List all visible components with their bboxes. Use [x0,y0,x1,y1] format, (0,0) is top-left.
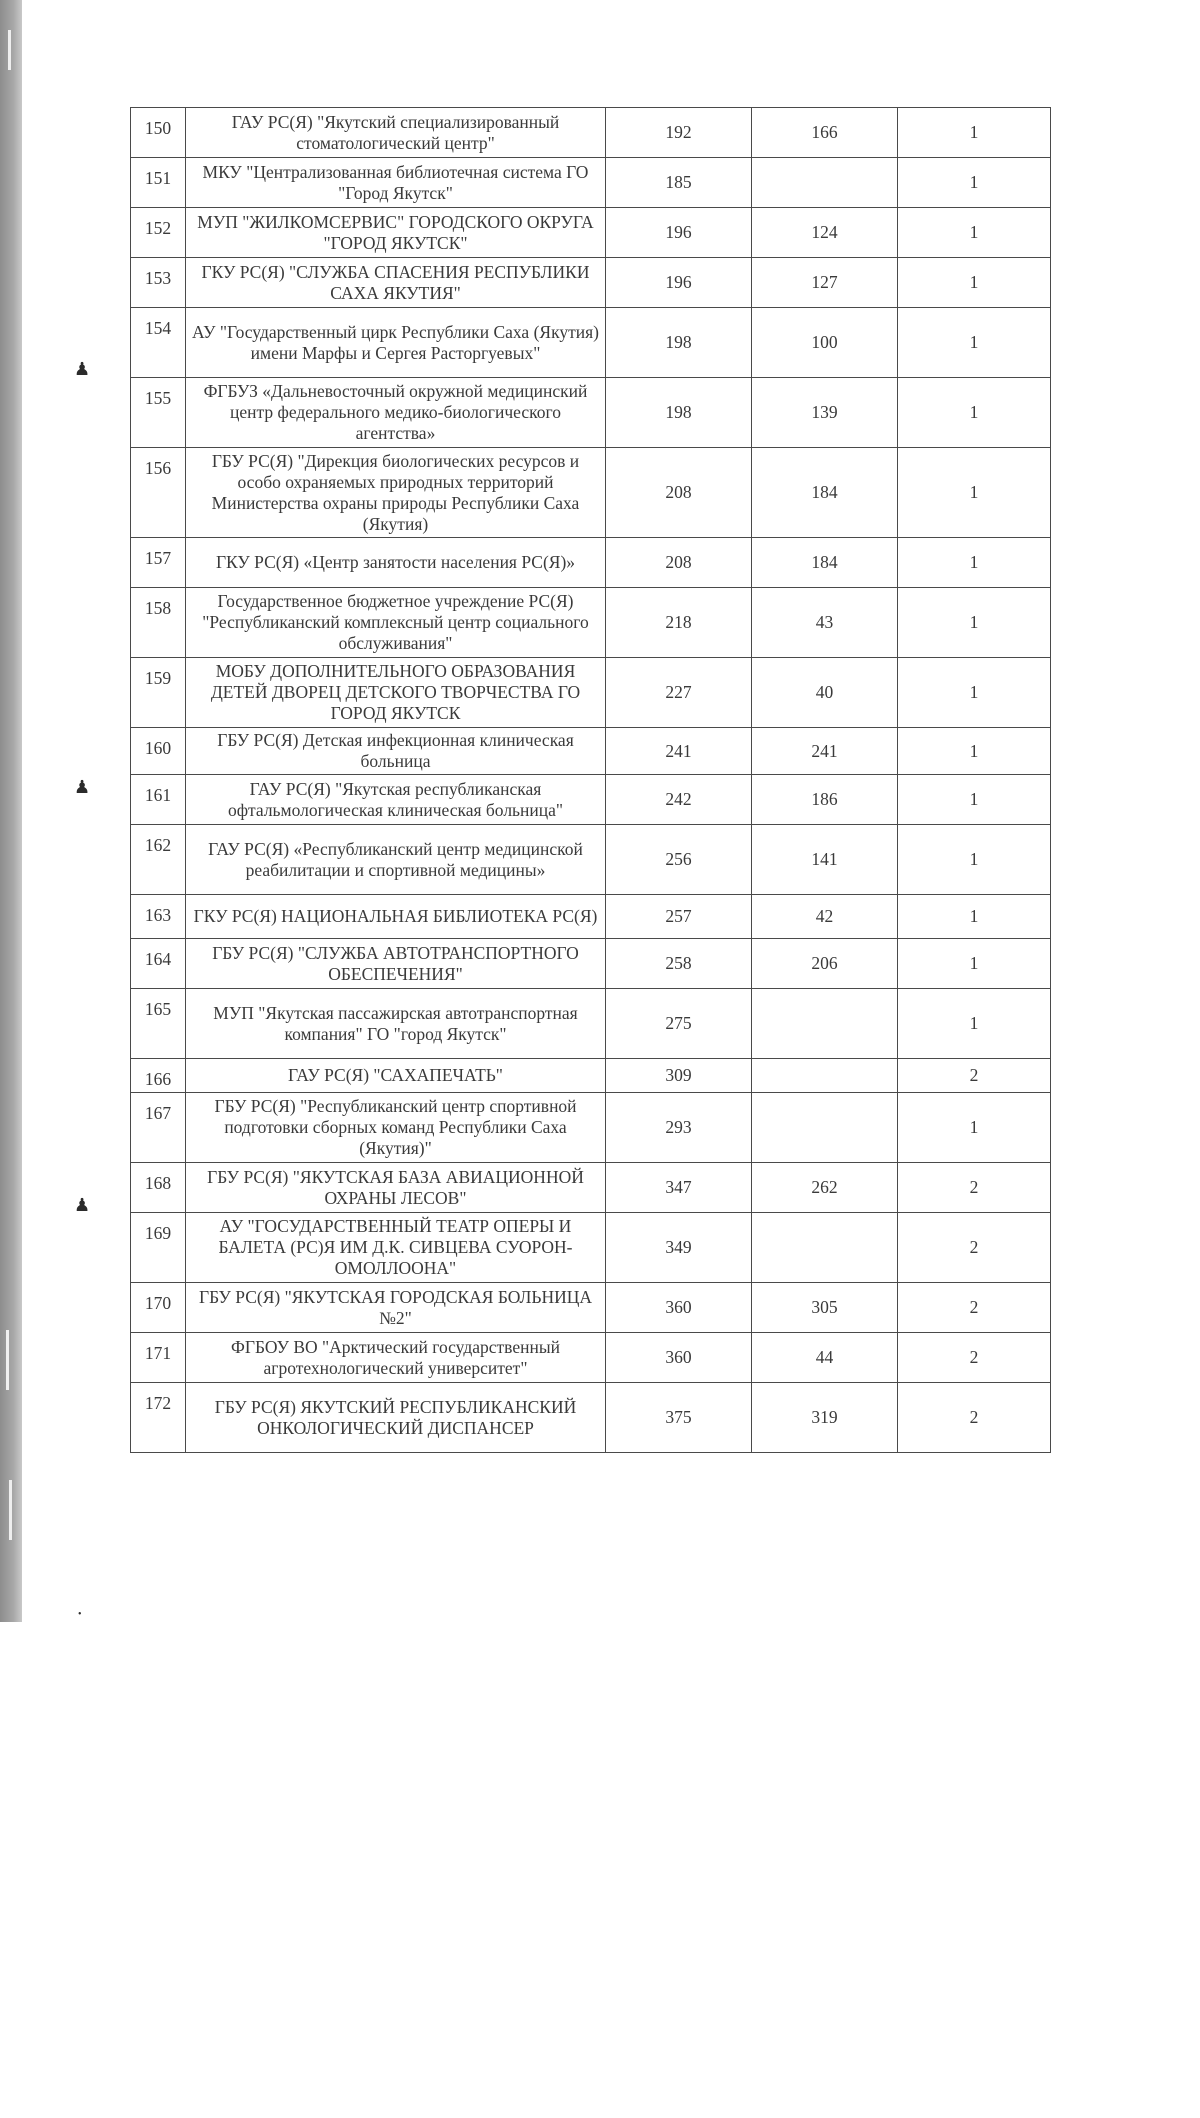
value-col-2: 305 [752,1283,898,1333]
row-number: 150 [131,108,186,158]
binder-hole-mark: ♟ [74,1195,91,1215]
organization-name: МУП "ЖИЛКОМСЕРВИС" ГОРОДСКОГО ОКРУГА "ГОРОД ЯКУТСК" [186,208,606,258]
value-col-1: 293 [606,1093,752,1163]
row-number: 168 [131,1163,186,1213]
table-row [131,308,1051,378]
value-col-1: 196 [606,258,752,308]
value-col-1: 347 [606,1163,752,1213]
row-number: 169 [131,1213,186,1283]
value-col-3: 1 [898,1093,1051,1163]
value-col-1: 196 [606,208,752,258]
scan-edge-mark [6,1330,9,1390]
value-col-1: 208 [606,448,752,538]
table-row [131,728,1051,775]
organization-name: ГАУ РС(Я) "САХАПЕЧАТЬ" [186,1059,606,1093]
organization-name: ГБУ РС(Я) "ЯКУТСКАЯ БАЗА АВИАЦИОННОЙ ОХРАНЫ ЛЕСОВ" [186,1163,606,1213]
value-col-3: 1 [898,895,1051,939]
table-row [131,895,1051,939]
row-number: 164 [131,939,186,989]
organization-name: ГБУ РС(Я) "Дирекция биологических ресурсов и особо охраняемых природных территорий Министерства охраны природы Республики Саха (Якутия) [186,448,606,538]
row-number: 152 [131,208,186,258]
organizations-table-body [131,108,1051,1453]
value-col-1: 375 [606,1383,752,1453]
value-col-3: 1 [898,658,1051,728]
value-col-3: 1 [898,825,1051,895]
value-col-2: 319 [752,1383,898,1453]
value-col-1: 275 [606,989,752,1059]
row-number: 151 [131,158,186,208]
value-col-2: 42 [752,895,898,939]
value-col-2 [752,1093,898,1163]
row-number: 160 [131,728,186,775]
value-col-3: 1 [898,448,1051,538]
organization-name: ГКУ РС(Я) НАЦИОНАЛЬНАЯ БИБЛИОТЕКА РС(Я) [186,895,606,939]
value-col-2 [752,1213,898,1283]
value-col-1: 208 [606,538,752,588]
row-number: 172 [131,1383,186,1453]
value-col-2: 100 [752,308,898,378]
value-col-3: 1 [898,538,1051,588]
row-number: 157 [131,538,186,588]
value-col-2 [752,989,898,1059]
value-col-2: 40 [752,658,898,728]
value-col-2: 139 [752,378,898,448]
row-number: 171 [131,1333,186,1383]
value-col-3: 2 [898,1333,1051,1383]
value-col-3: 2 [898,1163,1051,1213]
organization-name: ГБУ РС(Я) "Республиканский центр спортивной подготовки сборных команд Республики Саха (Якутия)" [186,1093,606,1163]
value-col-3: 2 [898,1059,1051,1093]
value-col-3: 2 [898,1383,1051,1453]
value-col-1: 256 [606,825,752,895]
row-number: 159 [131,658,186,728]
table-row [131,1213,1051,1283]
row-number: 161 [131,775,186,825]
value-col-1: 198 [606,308,752,378]
value-col-1: 192 [606,108,752,158]
row-number: 162 [131,825,186,895]
value-col-2: 43 [752,588,898,658]
value-col-2: 206 [752,939,898,989]
table-row [131,258,1051,308]
organization-name: АУ "ГОСУДАРСТВЕННЫЙ ТЕАТР ОПЕРЫ И БАЛЕТА (РС)Я ИМ Д.К. СИВЦЕВА СУОРОН-ОМОЛЛООНА" [186,1213,606,1283]
organization-name: ГАУ РС(Я) "Якутский специализированный стоматологический центр" [186,108,606,158]
row-number: 153 [131,258,186,308]
value-col-1: 360 [606,1333,752,1383]
value-col-3: 1 [898,308,1051,378]
row-number: 165 [131,989,186,1059]
scan-edge-shadow [0,0,22,1622]
value-col-2: 184 [752,448,898,538]
value-col-3: 1 [898,158,1051,208]
value-col-3: 1 [898,588,1051,658]
value-col-2: 124 [752,208,898,258]
value-col-2: 44 [752,1333,898,1383]
organization-name: ФГБОУ ВО "Арктический государственный агротехнологический университет" [186,1333,606,1383]
table-row [131,538,1051,588]
table-row [131,1383,1051,1453]
value-col-2 [752,1059,898,1093]
value-col-3: 2 [898,1213,1051,1283]
value-col-1: 218 [606,588,752,658]
row-number: 154 [131,308,186,378]
scan-speck: • [78,1609,82,1620]
row-number: 167 [131,1093,186,1163]
row-number: 156 [131,448,186,538]
organization-name: ГБУ РС(Я) "ЯКУТСКАЯ ГОРОДСКАЯ БОЛЬНИЦА №2" [186,1283,606,1333]
value-col-2: 186 [752,775,898,825]
row-number: 158 [131,588,186,658]
value-col-2: 184 [752,538,898,588]
row-number: 163 [131,895,186,939]
table-row [131,1163,1051,1213]
table-row [131,1333,1051,1383]
value-col-3: 1 [898,258,1051,308]
value-col-1: 258 [606,939,752,989]
value-col-3: 1 [898,108,1051,158]
table-row [131,775,1051,825]
value-col-3: 1 [898,939,1051,989]
value-col-1: 227 [606,658,752,728]
binder-hole-mark: ♟ [74,777,91,797]
value-col-1: 360 [606,1283,752,1333]
organization-name: ГКУ РС(Я) "СЛУЖБА СПАСЕНИЯ РЕСПУБЛИКИ САХА ЯКУТИЯ" [186,258,606,308]
value-col-1: 257 [606,895,752,939]
table-row [131,1093,1051,1163]
table-row [131,448,1051,538]
table-row [131,1059,1051,1093]
value-col-1: 241 [606,728,752,775]
table-row [131,825,1051,895]
row-number: 170 [131,1283,186,1333]
binder-hole-mark: ♟ [74,359,91,379]
value-col-1: 309 [606,1059,752,1093]
table-row [131,158,1051,208]
value-col-2: 241 [752,728,898,775]
value-col-1: 349 [606,1213,752,1283]
row-number: 155 [131,378,186,448]
organization-name: МОБУ ДОПОЛНИТЕЛЬНОГО ОБРАЗОВАНИЯ ДЕТЕЙ ДВОРЕЦ ДЕТСКОГО ТВОРЧЕСТВА ГО ГОРОД ЯКУТСК [186,658,606,728]
table-row [131,939,1051,989]
scan-edge-mark [9,1480,12,1540]
organization-name: МКУ "Централизованная библиотечная система ГО "Город Якутск" [186,158,606,208]
value-col-2: 262 [752,1163,898,1213]
organization-name: ГБУ РС(Я) "СЛУЖБА АВТОТРАНСПОРТНОГО ОБЕСПЕЧЕНИЯ" [186,939,606,989]
table-row [131,989,1051,1059]
value-col-2: 166 [752,108,898,158]
value-col-3: 1 [898,728,1051,775]
organization-name: ГБУ РС(Я) Детская инфекционная клиническая больница [186,728,606,775]
organization-name: ГБУ РС(Я) ЯКУТСКИЙ РЕСПУБЛИКАНСКИЙ ОНКОЛОГИЧЕСКИЙ ДИСПАНСЕР [186,1383,606,1453]
organization-name: ГКУ РС(Я) «Центр занятости населения РС(Я)» [186,538,606,588]
scan-edge-mark [8,30,11,70]
value-col-1: 242 [606,775,752,825]
value-col-3: 1 [898,775,1051,825]
table-row [131,108,1051,158]
row-number: 166 [131,1059,186,1093]
organization-name: ФГБУЗ «Дальневосточный окружной медицинский центр федерального медико-биологического агентства» [186,378,606,448]
organization-name: МУП "Якутская пассажирская автотранспортная компания" ГО "город Якутск" [186,989,606,1059]
organization-name: АУ "Государственный цирк Республики Саха (Якутия) имени Марфы и Сергея Расторгуевых" [186,308,606,378]
table-row [131,208,1051,258]
organization-name: ГАУ РС(Я) «Республиканский центр медицинской реабилитации и спортивной медицины» [186,825,606,895]
value-col-1: 185 [606,158,752,208]
value-col-1: 198 [606,378,752,448]
value-col-2: 127 [752,258,898,308]
organization-name: Государственное бюджетное учреждение РС(Я) "Республиканский комплексный центр социального обслуживания" [186,588,606,658]
value-col-3: 2 [898,1283,1051,1333]
value-col-3: 1 [898,989,1051,1059]
table-row [131,588,1051,658]
organization-name: ГАУ РС(Я) "Якутская республиканская офтальмологическая клиническая больница" [186,775,606,825]
table-row [131,658,1051,728]
table-row [131,378,1051,448]
organizations-table [130,107,1051,1453]
value-col-3: 1 [898,208,1051,258]
value-col-3: 1 [898,378,1051,448]
table-row [131,1283,1051,1333]
value-col-2 [752,158,898,208]
value-col-2: 141 [752,825,898,895]
